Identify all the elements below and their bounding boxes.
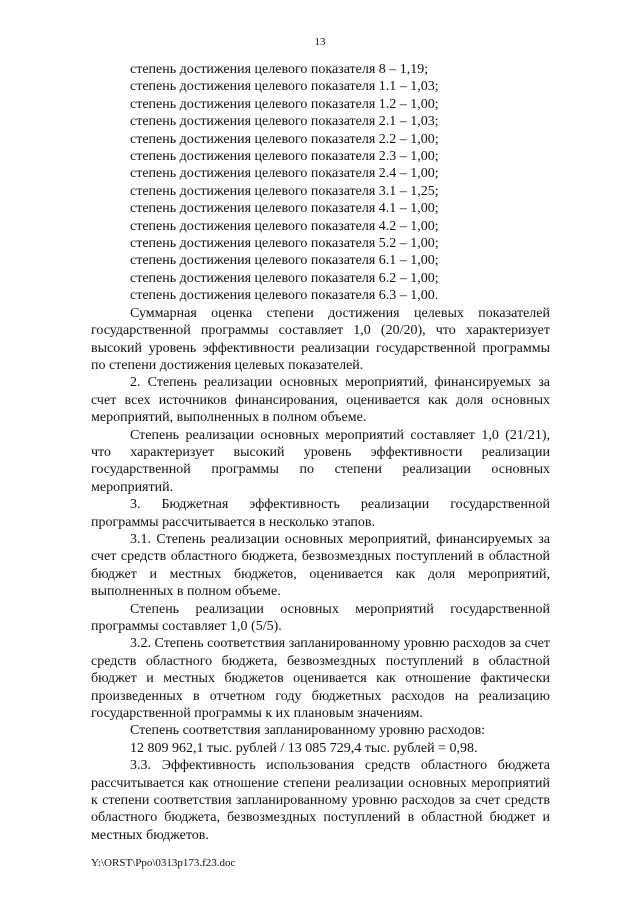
section-2-result-paragraph: Степень реализации основных мероприятий составляет 1,0 (21/21), что характеризует высокий уровень эффективности реализации государственной программы по степени реализации основных мероприятий.: [91, 427, 550, 495]
section-3-paragraph: 3. Бюджетная эффективность реализации государственной программы рассчитывается в несколько этапов.: [91, 497, 550, 530]
indicator-list: [91, 61, 550, 305]
indicator-line: степень достижения целевого показателя 1.2 – 1,00;: [130, 96, 439, 112]
indicator-line: степень достижения целевого показателя 3.1 – 1,25;: [130, 183, 439, 199]
indicator-line: степень достижения целевого показателя 2.4 – 1,00;: [130, 166, 439, 182]
indicator-line: степень достижения целевого показателя 6.1 – 1,00;: [130, 253, 439, 269]
indicator-line: степень достижения целевого показателя 1.1 – 1,03;: [130, 79, 439, 95]
indicator-line: степень достижения целевого показателя 5.2 – 1,00;: [130, 236, 439, 252]
indicator-line: степень достижения целевого показателя 2.2 – 1,00;: [130, 131, 439, 147]
file-path-footer: Y:\ORST\Ppo\0313p173.f23.doc: [91, 857, 236, 869]
summary-paragraph: Суммарная оценка степени достижения целевых показателей государственной программы составляет 1,0 (20/20), что характеризует высокий уровень эффективности реализации государственной программы по степени достижения целевых показателей.: [91, 305, 550, 373]
section-3-1-paragraph: 3.1. Степень реализации основных мероприятий, финансируемых за счет средств областного бюджета, безвозмездных поступлений в областной бюджет и местных бюджетов, оценивается как доля мероприятий, выполненных в полном объеме.: [91, 531, 550, 600]
indicator-line: степень достижения целевого показателя 2.1 – 1,03;: [130, 114, 439, 130]
indicator-line: степень достижения целевого показателя 6.2 – 1,00;: [130, 270, 439, 286]
section-3-3-paragraph: 3.3. Эффективность использования средств областного бюджета рассчитывается как отношение степени реализации основных мероприятий к степени соответствия запланированному уровню расходов за счет средств областного бюджета, безвозмездных поступлений в областной бюджет и местных бюджетов.: [91, 758, 550, 843]
section-3-1-result-paragraph: Степень реализации основных мероприятий государственной программы составляет 1,0 (5/5).: [91, 601, 550, 634]
section-2-paragraph: 2. Степень реализации основных мероприятий, финансируемых за счет всех источников финансирования, оценивается как доля основных мероприятий, выполненных в полном объеме.: [91, 375, 550, 426]
page-content: [91, 61, 550, 844]
section-3-2-result-label: Степень соответствия запланированному уровню расходов:: [130, 723, 486, 739]
indicator-line: степень достижения целевого показателя 2.3 – 1,00;: [130, 149, 439, 165]
indicator-line: степень достижения целевого показателя 8 – 1,19;: [130, 62, 429, 77]
formula-line: 12 809 962,1 тыс. рублей / 13 085 729,4 тыс. рублей = 0,98.: [130, 740, 478, 756]
section-3-2-paragraph: 3.2. Степень соответствия запланированному уровню расходов за счет средств областного бюджета, безвозмездных поступлений в областной бюджет и местных бюджетов оценивается как отношение фактически произведенных в отчетном году бюджетных расходов на реализацию государственной программы к их плановым значениям.: [91, 636, 550, 722]
indicator-line: степень достижения целевого показателя 4.2 – 1,00;: [130, 218, 439, 234]
page-number: 13: [314, 36, 326, 48]
indicator-line: степень достижения целевого показателя 6.3 – 1,00.: [130, 288, 439, 304]
indicator-line: степень достижения целевого показателя 4.1 – 1,00;: [130, 201, 439, 217]
